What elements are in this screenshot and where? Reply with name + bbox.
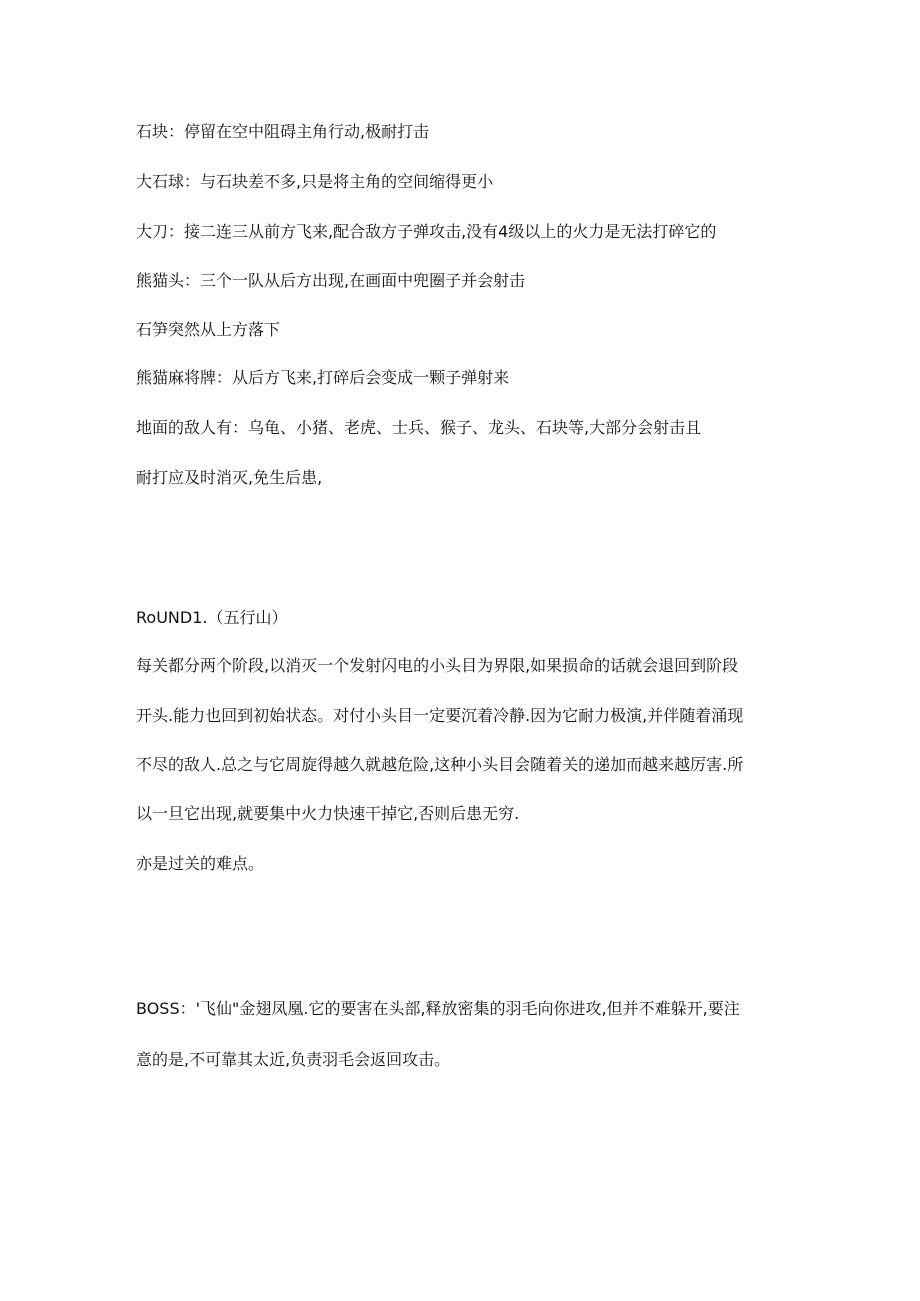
boss-paragraph-line: BOSS：'飞仙"金翅凤凰.它的要害在头部,释放密集的羽毛向你进攻,但并不难躲开,要注: [136, 999, 740, 1018]
enemy-line-stone-block: 石块：停留在空中阻碍主角行动,极耐打击: [136, 122, 430, 141]
round-title: RoUND1.（五行山）: [136, 608, 288, 627]
round-paragraph-line: 不尽的敌人.总之与它周旋得越久就越危险,这种小头目会随着关的递加而越来越厉害.所: [136, 755, 744, 774]
enemy-line-panda-mahjong: 熊猫麻将牌：从后方飞来,打碎后会变成一颗子弹射来: [136, 368, 510, 387]
enemy-line-panda-head: 熊猫头：三个一队从后方出现,在画面中兜圈子并会射击: [136, 271, 526, 290]
enemy-line-stalactite: 石笋突然从上方落下: [136, 320, 281, 339]
round-paragraph-line: 每关都分两个阶段,以消灭一个发射闪电的小头目为界限,如果损命的话就会退回到阶段: [136, 656, 739, 675]
enemy-line-ground-enemies: 地面的敌人有：乌龟、小猪、老虎、士兵、猴子、龙头、石块等,大部分会射击且: [136, 418, 702, 437]
enemy-line-big-stone-ball: 大石球：与石块差不多,只是将主角的空间缩得更小: [136, 172, 494, 191]
round-difficulty-note: 亦是过关的难点。: [136, 854, 265, 873]
boss-paragraph-line: 意的是,不可靠其太近,负责羽毛会返回攻击。: [136, 1050, 451, 1069]
enemy-line-big-blade: 大刀：接二连三从前方飞来,配合敌方子弹攻击,没有4级以上的火力是无法打碎它的: [136, 222, 717, 241]
enemy-line-ground-enemies-cont: 耐打应及时消灭,免生后患,: [136, 468, 323, 487]
round-paragraph-line: 开头.能力也回到初始状态。对付小头目一定要沉着冷静.因为它耐力极演,并伴随着涌现: [136, 706, 744, 725]
round-paragraph-line: 以一旦它出现,就要集中火力快速干掉它,否则后患无穷.: [136, 804, 520, 823]
